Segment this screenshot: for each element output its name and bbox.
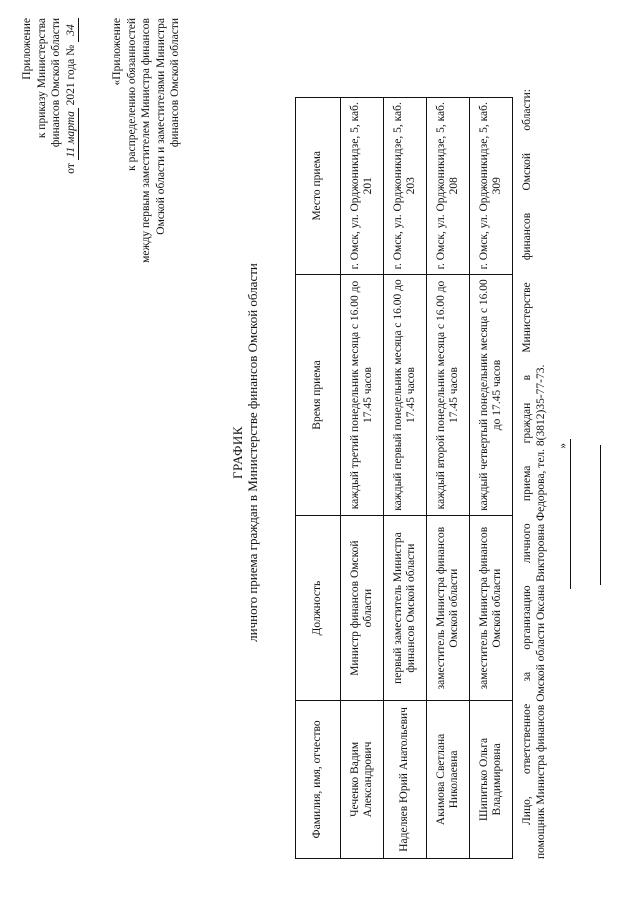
note-paragraph-2: помощник Министра финансов Омской области Оксана Викторовна Федорова, тел. 8(3812)35-77-73. — [535, 364, 547, 859]
cell-time: каждый четвертый понедельник месяца с 16.00 до 17.45 часов — [470, 274, 513, 516]
cell-position: Министр финансов Омской области — [341, 516, 384, 700]
title-subtitle: личного приема граждан в Министерстве финансов Омской области — [245, 263, 260, 642]
header-name: Фамилия, имя, отчество — [296, 700, 341, 858]
appendix-header — [20, 18, 79, 174]
reception-schedule-table — [295, 97, 513, 859]
closing-quote-line — [557, 439, 571, 589]
cell-place: г. Омск, ул. Орджоникидзе, 5, каб. 208 — [427, 98, 470, 275]
cell-position: заместитель Министра финансов Омской области — [470, 516, 513, 700]
order-number: 34 — [64, 18, 80, 42]
title-main: ГРАФИК — [230, 426, 245, 479]
sub-line-2: к распределению обязанностей — [125, 18, 138, 171]
cell-name: Наделяев Юрий Анатольевич — [384, 700, 427, 858]
cell-position: первый заместитель Министра финансов Омской области — [384, 516, 427, 700]
sub-line-5: финансов Омской области — [169, 18, 181, 148]
cell-time: каждый второй понедельник месяца с 16.00 до 17.45 часов — [427, 274, 470, 516]
date-prefix: от — [64, 163, 77, 174]
responsible-person-note — [520, 89, 548, 859]
cell-place: г. Омск, ул. Орджоникидзе, 5, каб. 309 — [470, 98, 513, 275]
header-position: Должность — [296, 516, 341, 700]
cell-name: Шипитько Ольга Владимировна — [470, 700, 513, 858]
header-time: Время приема — [296, 274, 341, 516]
cell-place: г. Омск, ул. Орджоникидзе, 5, каб. 203 — [384, 98, 427, 275]
date-year: 2021 года № — [64, 44, 77, 106]
appendix-date-line — [64, 18, 80, 174]
sub-line-3: между первым заместителем Министра финансов — [140, 18, 152, 263]
cell-time: каждый третий понедельник месяца с 16.00 до 17.45 часов — [341, 274, 384, 516]
document-title — [230, 0, 260, 905]
appendix-label: Приложение — [21, 18, 33, 80]
date-day: 11 марта — [64, 108, 80, 160]
note-paragraph-1: Лицо, ответственное за организацию личного приема граждан в Министерстве финансов Омской области: — [521, 89, 533, 825]
table-row — [341, 98, 384, 859]
cell-place: г. Омск, ул. Орджоникидзе, 5, каб. 201 — [341, 98, 384, 275]
header-place: Место приема — [296, 98, 341, 275]
appendix-order-ref: к приказу Министерства — [35, 18, 48, 139]
table-row — [427, 98, 470, 859]
end-divider — [600, 445, 601, 585]
cell-position: заместитель Министра финансов Омской области — [427, 516, 470, 700]
table-header-row — [296, 98, 341, 859]
cell-name: Акимова Светлана Николаевна — [427, 700, 470, 858]
sub-line-4: Омской области и заместителями Министра — [154, 18, 167, 235]
table-row — [470, 98, 513, 859]
distribution-appendix-header — [110, 18, 183, 263]
table-row — [384, 98, 427, 859]
sub-line-1: «Приложение — [111, 18, 123, 86]
closing-quote: » — [557, 443, 569, 449]
appendix-ministry: финансов Омской области — [50, 18, 62, 148]
cell-name: Чеченко Вадим Александрович — [341, 700, 384, 858]
cell-time: каждый первый понедельник месяца с 16.00 до 17.45 часов — [384, 274, 427, 516]
